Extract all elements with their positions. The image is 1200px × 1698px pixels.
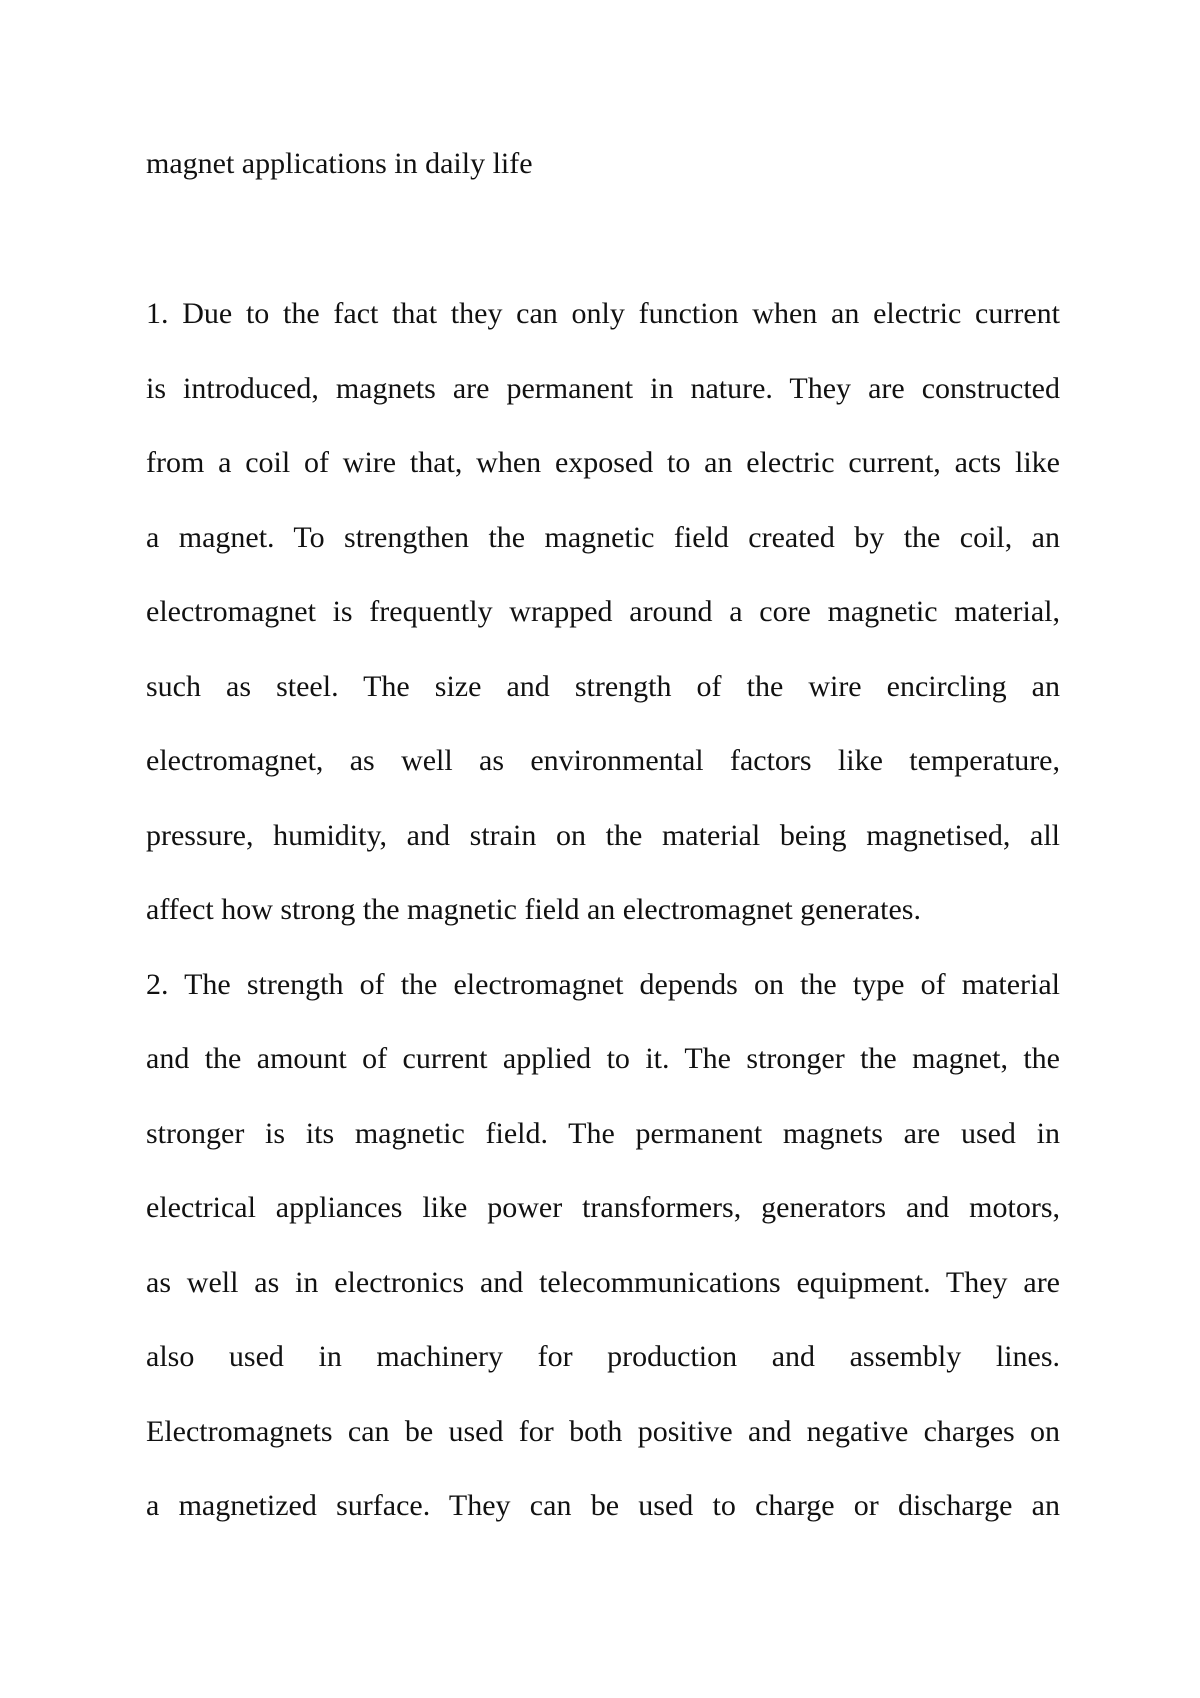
document-title: magnet applications in daily life [146,147,533,180]
text-line: as well as in electronics and telecommunications equipment. They are [146,1265,1060,1299]
text-line: electrical appliances like power transformers, generators and motors, [146,1191,1060,1224]
text-line: stronger is its magnetic field. The permanent magnets are used in [146,1116,1060,1150]
text-line: electromagnet is frequently wrapped around a core magnetic material, [146,595,1060,628]
text-line: such as steel. The size and strength of the wire encircling an [146,669,1060,703]
text-line: electromagnet, as well as environmental factors like temperature, [146,744,1060,777]
text-line: is introduced, magnets are permanent in nature. They are constructed [146,371,1060,405]
document-body [146,294,1060,1561]
text-line: 2. The strength of the electromagnet depends on the type of material [146,967,1060,1001]
text-line: from a coil of wire that, when exposed to an electric current, acts like [146,446,1060,479]
text-line: pressure, humidity, and strain on the material being magnetised, all [146,818,1060,852]
text-line: also used in machinery for production and assembly lines. [146,1340,1060,1373]
text-line: a magnetized surface. They can be used to charge or discharge an [146,1489,1060,1522]
text-line: affect how strong the magnetic field an electromagnet generates. [146,893,921,926]
text-line: 1. Due to the fact that they can only function when an electric current [146,297,1060,330]
text-line: Electromagnets can be used for both positive and negative charges on [146,1414,1060,1448]
text-line: a magnet. To strengthen the magnetic field created by the coil, an [146,520,1060,554]
text-line: and the amount of current applied to it. The stronger the magnet, the [146,1042,1060,1075]
